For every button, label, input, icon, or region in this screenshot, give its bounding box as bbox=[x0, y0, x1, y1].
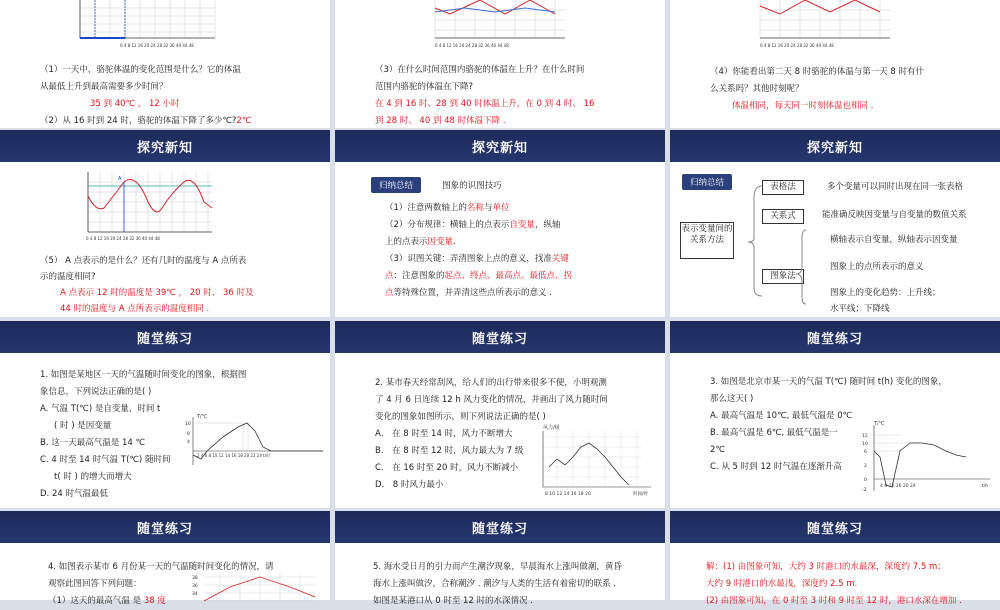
camel-chart-thumb-3 bbox=[740, 0, 900, 48]
method-formula-desc: 能准确反映因变量与自变量的数值关系 bbox=[822, 210, 967, 220]
root-box: 表示变量间的关系方法 bbox=[680, 222, 734, 259]
slide-header: 探究新知 bbox=[335, 130, 665, 162]
p2-option-c[interactable]: C． 在 16 时至 20 时，风力不断减小 bbox=[375, 463, 519, 473]
p2-question-line-3: 变化的图象如图所示，则下列说法正确的是( ) bbox=[375, 412, 546, 422]
question-1-line-1: （1）一天中，骆驼体温的变化范围是什么？它的体温 bbox=[40, 65, 241, 75]
p2-wind-chart bbox=[533, 421, 663, 501]
slide-practice-1 bbox=[0, 321, 330, 508]
p6-answer-line-3: (2) 由图象可知，在 0 时至 3 时和 9 时至 12 时，港口水深在增加 . bbox=[706, 596, 962, 606]
tip-3c: 点等特殊位置，并弄清这些点所表示的意义 . bbox=[385, 288, 552, 298]
p1-option-d[interactable]: D. 24 时气温最低 bbox=[40, 489, 108, 499]
question-4-line-2: 么关系吗？其他时刻呢？ bbox=[710, 84, 804, 94]
question-5-line-1: （5） A 点表示的是什么？还有几时的温度与 A 点所表 bbox=[40, 256, 247, 266]
p3-x-axis-label: t/h bbox=[982, 484, 989, 489]
p3-option-b[interactable]: B. 最高气温是 6℃, 最低气温是一 bbox=[710, 428, 838, 438]
svg-text:6: 6 bbox=[864, 450, 867, 455]
p3-option-c[interactable]: C. 从 5 时到 12 时气温在逐渐升高 bbox=[710, 462, 842, 472]
svg-text:34: 34 bbox=[192, 592, 198, 597]
svg-text:4 8 12 16 20 24: 4 8 12 16 20 24 bbox=[880, 484, 916, 489]
slide-header: 随堂练习 bbox=[670, 321, 1000, 353]
answer-5-line-1: A 点表示 12 时的温度是 39℃ ， 20 时、 36 时及 bbox=[60, 288, 254, 298]
p2-question-line-2: 了 4 月 6 日连续 12 h 风力变化的情况，并画出了风力随时间 bbox=[375, 395, 608, 405]
graph-desc-1: 横轴表示自变量，纵轴表示因变量 bbox=[830, 235, 958, 245]
svg-text:2: 2 bbox=[864, 464, 867, 469]
p1-option-b[interactable]: B. 这一天最高气温是 14 ℃ bbox=[40, 438, 146, 448]
camel-temperature-chart bbox=[70, 168, 220, 246]
method-graph: 图象法 bbox=[762, 269, 804, 284]
summary-title: 图象的识图技巧 bbox=[442, 181, 502, 191]
p1-option-c-cont: t( 时 ) 的增大而增大 bbox=[54, 472, 132, 482]
slide-header: 随堂练习 bbox=[0, 321, 330, 353]
question-4-line-1: （4）你能看出第二天 8 时骆驼的体温与第一天 8 时有什 bbox=[710, 67, 925, 77]
tip-1: （1）注意两数轴上的名称与单位 bbox=[385, 203, 510, 213]
slide-practice-5 bbox=[335, 511, 665, 606]
method-table-desc: 多个变量可以同时出现在同一张表格 bbox=[827, 182, 964, 192]
method-formula: 关系式 bbox=[762, 209, 804, 224]
answer-3-line-2: 到 28 时、 40 到 48 时体温下降 . bbox=[375, 116, 506, 126]
answer-4: 体温相同，每天同一时刻体温也相同 . bbox=[732, 101, 874, 111]
p1-option-a-cont: ( 时 ) 是因变量 bbox=[54, 421, 112, 431]
question-3-line-2: 范围内骆驼的体温在下降? bbox=[375, 82, 474, 92]
svg-text:10: 10 bbox=[862, 442, 868, 447]
slide-practice-3 bbox=[670, 321, 1000, 508]
p1-y-axis-label: T/℃ bbox=[197, 414, 208, 420]
p4-question-line-2: 观察此图回答下列问题： bbox=[48, 579, 142, 589]
svg-text:0: 0 bbox=[864, 478, 867, 483]
answer-1: 35 到 40℃ ， 12 小时 bbox=[90, 99, 180, 109]
p2-option-d[interactable]: D． 8 时风力最小 bbox=[375, 480, 444, 490]
slide-header: 探究新知 bbox=[670, 130, 1000, 162]
camel-chart-thumb-2 bbox=[415, 0, 575, 48]
svg-text:12: 12 bbox=[862, 434, 868, 439]
slide-practice-2 bbox=[335, 321, 665, 508]
slide-camel-1 bbox=[0, 0, 330, 128]
svg-text:38: 38 bbox=[192, 576, 198, 581]
svg-text:0 4 8 12 16 20 24 28 32 36: 0 4 8 12 16 20 24 28 32 36 40 44 48 bbox=[86, 236, 160, 241]
p4-question-line-3: （1）这天的最高气温 是 38 度 bbox=[48, 596, 166, 606]
slide-header: 随堂练习 bbox=[335, 511, 665, 543]
tip-2b: 上的点表示因变量. bbox=[385, 237, 456, 247]
svg-text:4: 4 bbox=[187, 440, 190, 445]
slide-header: 随堂练习 bbox=[670, 511, 1000, 543]
mindmap-braces bbox=[732, 178, 822, 308]
p5-question-line-2: 海水上涨叫做汐，合称潮汐 . 潮汐与人类的生活有着密切的联系 . bbox=[373, 579, 617, 589]
p4-temperature-chart bbox=[190, 573, 320, 603]
slide-camel-4 bbox=[0, 130, 330, 317]
svg-text:36: 36 bbox=[192, 584, 198, 589]
p3-question-line-2: 那么这天( ) bbox=[710, 394, 754, 404]
summary-tag: 归纳总结 bbox=[371, 177, 421, 193]
point-a-label: A bbox=[118, 176, 122, 182]
p3-option-a[interactable]: A. 最高气温是 10℃, 最低气温是 0℃ bbox=[710, 411, 853, 421]
p3-question-line-1: 3. 如图是北京市某一天的气温 T(℃) 随时间 t(h) 变化的图象， bbox=[710, 377, 947, 387]
slide-header: 探究新知 bbox=[0, 130, 330, 162]
tip-3: （3）识图关键：弄清图象上点的意义，找准关键 bbox=[385, 254, 569, 264]
p3-y-axis-label: T/℃ bbox=[874, 421, 885, 427]
p6-answer-line-1: 解：(1) 由图象可知，大约 3 时港口的水最深，深度约 7.5 m； bbox=[706, 562, 946, 572]
p4-question-line-1: 4. 如图表示某市 6 月份某一天的气温随时间变化的情况，请 bbox=[48, 562, 274, 572]
tip-3b: 点：注意图象的起点、终点、最高点、最低点、拐 bbox=[385, 271, 573, 281]
slide-practice-4 bbox=[0, 511, 330, 606]
answer-3-line-1: 在 4 到 16 时、28 到 40 时体温上升，在 0 到 4 时、 16 bbox=[375, 99, 595, 109]
p1-question-line-2: 象信息，下列说法正确的是( ) bbox=[40, 387, 152, 397]
question-2: （2）从 16 时到 24 时，骆驼的体温下降了多少℃?2℃ bbox=[40, 116, 252, 126]
p1-x-ticks: 2 4 6 8 10 12 14 16 18 20 22 24 t/时 bbox=[197, 453, 271, 458]
slide-summary-methods bbox=[670, 130, 1000, 317]
svg-text:8: 8 bbox=[187, 432, 190, 437]
svg-text:-2: -2 bbox=[862, 488, 867, 493]
graph-desc-2: 图象上的点所表示的意义 bbox=[830, 262, 924, 272]
p1-temperature-chart bbox=[183, 411, 328, 471]
graph-desc-4: 水平线；下降线 bbox=[830, 304, 890, 314]
svg-text:10: 10 bbox=[185, 422, 191, 427]
p3-option-b-cont: 2℃ bbox=[710, 445, 725, 455]
p1-question-line-1: 1. 如图是某地区一天的气温随时间变化的图象，根据图 bbox=[40, 370, 247, 380]
question-3-line-1: （3）在什么时间范围内骆驼的体温在上升？在什么时间 bbox=[375, 65, 585, 75]
svg-text:0 4 8 12 16 20 24 28 32 36: 0 4 8 12 16 20 24 28 32 36 40 44 48 bbox=[435, 43, 509, 48]
p2-option-a[interactable]: A． 在 8 时至 14 时，风力不断增大 bbox=[375, 429, 513, 439]
svg-text:8 10 12 14 16 18 20: 8 10 12 14 16 18 20 bbox=[545, 492, 591, 497]
p2-x-axis-label: 时间/时 bbox=[633, 492, 649, 497]
p2-question-line-1: 2. 某市春天经常刮风，给人们的出行带来很多不便，小明观测 bbox=[375, 378, 607, 388]
p5-question-line-1: 5. 海水受日月的引力而产生潮汐现象，早晨海水上涨叫做潮，黄昏 bbox=[373, 562, 622, 572]
camel-chart-thumb-1 bbox=[60, 0, 220, 48]
graph-desc-3: 图象上的变化趋势：上升线； bbox=[830, 288, 941, 298]
slide-header: 随堂练习 bbox=[0, 511, 330, 543]
p3-temperature-chart bbox=[860, 417, 1000, 497]
slide-header: 随堂练习 bbox=[335, 321, 665, 353]
p1-option-c[interactable]: C. 4 时至 14 时气温 T(℃) 随时间 bbox=[40, 455, 171, 465]
p2-option-b[interactable]: B． 在 8 时至 12 时，风力最大为 7 级 bbox=[375, 446, 524, 456]
svg-text:0 4 8 12 16 20 24 28 32 36: 0 4 8 12 16 20 24 28 32 36 40 44 48 bbox=[120, 43, 194, 48]
tip-2: （2）分布规律：横轴上的点表示自变量，纵轴 bbox=[385, 220, 561, 230]
svg-text:0 4 8 12 16 20 24 28 32 36: 0 4 8 12 16 20 24 28 32 36 40 44 48 bbox=[760, 43, 834, 48]
p6-answer-line-2: 大约 9 时港口的水最浅，深度约 2.5 m. bbox=[706, 579, 858, 589]
method-table: 表格法 bbox=[762, 180, 804, 195]
question-1-line-2: 从最低上升到最高需要多少时间？ bbox=[40, 82, 168, 92]
slide-camel-2 bbox=[335, 0, 665, 128]
summary-tag: 归纳总结 bbox=[682, 174, 732, 190]
slide-camel-3 bbox=[670, 0, 1000, 128]
slide-practice-6 bbox=[670, 511, 1000, 606]
p1-option-a[interactable]: A. 气温 T(℃) 是自变量，时间 t bbox=[40, 404, 161, 414]
question-5-line-2: 示的温度相同? bbox=[40, 272, 96, 282]
slide-summary-reading bbox=[335, 130, 665, 317]
p5-question-line-3: 如图是某港口从 0 时至 12 时的水深情况 . bbox=[373, 596, 533, 606]
answer-5-line-2: 44 时的温度与 A 点所表示的温度相同 . bbox=[60, 304, 210, 314]
p2-y-axis-label: 风力/级 bbox=[543, 425, 560, 431]
